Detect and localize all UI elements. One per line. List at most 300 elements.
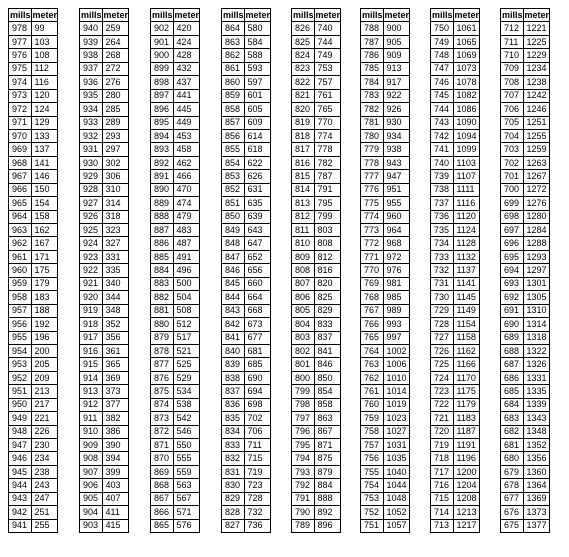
table-row bbox=[222, 291, 271, 304]
mills-cell: 769 bbox=[361, 277, 384, 290]
mills-cell: 917 bbox=[80, 331, 103, 344]
conversion-table-page bbox=[8, 8, 563, 550]
table-row bbox=[9, 425, 58, 438]
table-row bbox=[361, 237, 410, 250]
table-row bbox=[151, 331, 200, 344]
mills-cell: 796 bbox=[292, 425, 315, 438]
table-row bbox=[9, 224, 58, 237]
table-row bbox=[431, 519, 480, 532]
table-row bbox=[431, 183, 480, 196]
meter-cell: 837 bbox=[314, 331, 341, 344]
table-row bbox=[431, 506, 480, 519]
table-row bbox=[501, 385, 550, 398]
meter-header: meter bbox=[453, 9, 480, 22]
meter-cell: 668 bbox=[244, 304, 271, 317]
meter-cell: 175 bbox=[31, 264, 58, 277]
mills-cell: 878 bbox=[151, 344, 174, 357]
mills-cell: 740 bbox=[431, 156, 454, 169]
table-row bbox=[501, 49, 550, 62]
meter-cell: 1213 bbox=[453, 506, 480, 519]
meter-cell: 1006 bbox=[383, 358, 410, 371]
table-row bbox=[292, 318, 341, 331]
meter-cell: 213 bbox=[31, 385, 58, 398]
table-row bbox=[80, 344, 129, 357]
meter-cell: 331 bbox=[102, 250, 129, 263]
meter-cell: 335 bbox=[102, 264, 129, 277]
table-row bbox=[9, 62, 58, 75]
table-row bbox=[151, 371, 200, 384]
mills-cell: 755 bbox=[361, 465, 384, 478]
meter-cell: 1272 bbox=[523, 183, 550, 196]
meter-cell: 1019 bbox=[383, 398, 410, 411]
mills-cell: 913 bbox=[80, 385, 103, 398]
meter-cell: 1128 bbox=[453, 237, 480, 250]
meter-cell: 1111 bbox=[453, 183, 480, 196]
mills-cell: 915 bbox=[80, 358, 103, 371]
table-row bbox=[361, 143, 410, 156]
mills-header: mills bbox=[292, 9, 315, 22]
meter-cell: 99 bbox=[31, 22, 58, 35]
meter-cell: 420 bbox=[173, 22, 200, 35]
table-row bbox=[222, 103, 271, 116]
table-row bbox=[292, 344, 341, 357]
mills-cell: 914 bbox=[80, 371, 103, 384]
mills-cell: 681 bbox=[501, 439, 524, 452]
mills-cell: 863 bbox=[222, 35, 245, 48]
mills-cell: 770 bbox=[361, 264, 384, 277]
mills-cell: 798 bbox=[292, 398, 315, 411]
mills-cell: 943 bbox=[9, 492, 32, 505]
meter-cell: 1255 bbox=[523, 129, 550, 142]
table-row bbox=[501, 197, 550, 210]
mills-cell: 688 bbox=[501, 344, 524, 357]
mills-cell: 924 bbox=[80, 237, 103, 250]
table-row bbox=[361, 224, 410, 237]
mills-cell: 833 bbox=[222, 439, 245, 452]
mills-header: mills bbox=[222, 9, 245, 22]
table-row bbox=[80, 22, 129, 35]
mills-cell: 752 bbox=[361, 506, 384, 519]
table-row bbox=[80, 479, 129, 492]
meter-cell: 892 bbox=[314, 506, 341, 519]
table-row bbox=[431, 143, 480, 156]
table-row bbox=[361, 103, 410, 116]
mills-cell: 682 bbox=[501, 425, 524, 438]
meter-cell: 103 bbox=[31, 35, 58, 48]
meter-cell: 1183 bbox=[453, 412, 480, 425]
meter-cell: 382 bbox=[102, 412, 129, 425]
mills-cell: 737 bbox=[431, 197, 454, 210]
meter-cell: 576 bbox=[173, 519, 200, 532]
table-row bbox=[151, 318, 200, 331]
table-row bbox=[431, 304, 480, 317]
mills-cell: 699 bbox=[501, 197, 524, 210]
meter-cell: 947 bbox=[383, 170, 410, 183]
mills-cell: 872 bbox=[151, 425, 174, 438]
mills-cell: 778 bbox=[361, 156, 384, 169]
mills-cell: 788 bbox=[361, 22, 384, 35]
meter-cell: 129 bbox=[31, 116, 58, 129]
meter-cell: 386 bbox=[102, 425, 129, 438]
meter-cell: 555 bbox=[173, 452, 200, 465]
mills-cell: 783 bbox=[361, 89, 384, 102]
mills-cell: 723 bbox=[431, 385, 454, 398]
table-header-row bbox=[9, 9, 58, 22]
table-row bbox=[151, 237, 200, 250]
mills-cell: 817 bbox=[292, 143, 315, 156]
meter-cell: 441 bbox=[173, 89, 200, 102]
table-row bbox=[9, 250, 58, 263]
mills-cell: 802 bbox=[292, 344, 315, 357]
meter-cell: 205 bbox=[31, 358, 58, 371]
meter-cell: 951 bbox=[383, 183, 410, 196]
mills-cell: 907 bbox=[80, 465, 103, 478]
mills-cell: 838 bbox=[222, 371, 245, 384]
mills-cell: 900 bbox=[151, 49, 174, 62]
table-row bbox=[292, 49, 341, 62]
table-row bbox=[292, 264, 341, 277]
mills-cell: 721 bbox=[431, 412, 454, 425]
table-row bbox=[9, 49, 58, 62]
mills-cell: 747 bbox=[431, 62, 454, 75]
table-row bbox=[292, 62, 341, 75]
mills-cell: 719 bbox=[431, 439, 454, 452]
mills-cell: 766 bbox=[361, 318, 384, 331]
mills-cell: 882 bbox=[151, 291, 174, 304]
mills-cell: 929 bbox=[80, 170, 103, 183]
mills-cell: 749 bbox=[431, 35, 454, 48]
table-row bbox=[361, 412, 410, 425]
mills-cell: 921 bbox=[80, 277, 103, 290]
meter-cell: 580 bbox=[244, 22, 271, 35]
mills-cell: 700 bbox=[501, 183, 524, 196]
meter-cell: 673 bbox=[244, 318, 271, 331]
meter-header: meter bbox=[102, 9, 129, 22]
mills-cell: 968 bbox=[9, 156, 32, 169]
table-row bbox=[9, 35, 58, 48]
meter-cell: 432 bbox=[173, 62, 200, 75]
meter-cell: 289 bbox=[102, 116, 129, 129]
meter-cell: 268 bbox=[102, 49, 129, 62]
mills-cell: 978 bbox=[9, 22, 32, 35]
meter-cell: 411 bbox=[102, 506, 129, 519]
table-row bbox=[151, 224, 200, 237]
meter-cell: 306 bbox=[102, 170, 129, 183]
table-row bbox=[361, 170, 410, 183]
meter-cell: 365 bbox=[102, 358, 129, 371]
meter-cell: 795 bbox=[314, 197, 341, 210]
table-row bbox=[431, 264, 480, 277]
meter-cell: 538 bbox=[173, 398, 200, 411]
mills-cell: 705 bbox=[501, 116, 524, 129]
meter-header: meter bbox=[383, 9, 410, 22]
table-row bbox=[501, 506, 550, 519]
mills-cell: 947 bbox=[9, 439, 32, 452]
mills-cell: 922 bbox=[80, 264, 103, 277]
table-header-row bbox=[501, 9, 550, 22]
meter-cell: 997 bbox=[383, 331, 410, 344]
meter-cell: 399 bbox=[102, 465, 129, 478]
meter-cell: 437 bbox=[173, 76, 200, 89]
mills-cell: 893 bbox=[151, 143, 174, 156]
mills-cell: 847 bbox=[222, 250, 245, 263]
mills-cell: 785 bbox=[361, 62, 384, 75]
mills-cell: 938 bbox=[80, 49, 103, 62]
mills-cell: 774 bbox=[361, 210, 384, 223]
table-row bbox=[222, 116, 271, 129]
table-row bbox=[361, 479, 410, 492]
table-row bbox=[292, 197, 341, 210]
table-row bbox=[361, 49, 410, 62]
table-row bbox=[361, 156, 410, 169]
table-row bbox=[222, 425, 271, 438]
mills-cell: 905 bbox=[80, 492, 103, 505]
meter-cell: 787 bbox=[314, 170, 341, 183]
table-row bbox=[151, 452, 200, 465]
table-row bbox=[501, 237, 550, 250]
meter-cell: 896 bbox=[314, 519, 341, 532]
meter-cell: 1116 bbox=[453, 197, 480, 210]
table-row bbox=[501, 116, 550, 129]
table-row bbox=[151, 425, 200, 438]
table-row bbox=[501, 156, 550, 169]
meter-cell: 829 bbox=[314, 304, 341, 317]
table-row bbox=[80, 398, 129, 411]
mills-cell: 780 bbox=[361, 129, 384, 142]
table-row bbox=[9, 89, 58, 102]
meter-cell: 120 bbox=[31, 89, 58, 102]
mills-cell: 961 bbox=[9, 250, 32, 263]
meter-cell: 728 bbox=[244, 492, 271, 505]
table-row bbox=[222, 479, 271, 492]
mills-cell: 861 bbox=[222, 62, 245, 75]
table-row bbox=[501, 465, 550, 478]
mills-cell: 964 bbox=[9, 210, 32, 223]
meter-cell: 631 bbox=[244, 183, 271, 196]
mills-cell: 829 bbox=[222, 492, 245, 505]
table-row bbox=[9, 129, 58, 142]
table-row bbox=[222, 250, 271, 263]
meter-cell: 293 bbox=[102, 129, 129, 142]
mills-cell: 832 bbox=[222, 452, 245, 465]
table-row bbox=[431, 465, 480, 478]
mills-cell: 955 bbox=[9, 331, 32, 344]
table-row bbox=[9, 398, 58, 411]
meter-cell: 850 bbox=[314, 371, 341, 384]
mills-cell: 729 bbox=[431, 304, 454, 317]
mills-cell: 894 bbox=[151, 129, 174, 142]
table-header-row bbox=[292, 9, 341, 22]
table-row bbox=[501, 183, 550, 196]
mills-cell: 786 bbox=[361, 49, 384, 62]
meter-cell: 112 bbox=[31, 62, 58, 75]
table-row bbox=[222, 22, 271, 35]
table-header-row bbox=[222, 9, 271, 22]
mills-cell: 920 bbox=[80, 291, 103, 304]
table-row bbox=[501, 452, 550, 465]
table-row bbox=[151, 479, 200, 492]
meter-cell: 377 bbox=[102, 398, 129, 411]
meter-cell: 706 bbox=[244, 425, 271, 438]
table-row bbox=[431, 116, 480, 129]
mills-cell: 710 bbox=[501, 49, 524, 62]
mills-cell: 754 bbox=[361, 479, 384, 492]
table-row bbox=[80, 492, 129, 505]
meter-cell: 1331 bbox=[523, 371, 550, 384]
meter-cell: 1132 bbox=[453, 250, 480, 263]
meter-cell: 327 bbox=[102, 237, 129, 250]
mills-cell: 756 bbox=[361, 452, 384, 465]
table-row bbox=[501, 35, 550, 48]
mills-meter-table bbox=[500, 8, 550, 533]
mills-cell: 677 bbox=[501, 492, 524, 505]
mills-cell: 727 bbox=[431, 331, 454, 344]
table-row bbox=[80, 291, 129, 304]
mills-meter-table bbox=[430, 8, 480, 533]
table-row bbox=[431, 318, 480, 331]
mills-header: mills bbox=[151, 9, 174, 22]
table-row bbox=[151, 250, 200, 263]
meter-cell: 926 bbox=[383, 103, 410, 116]
mills-cell: 936 bbox=[80, 76, 103, 89]
meter-cell: 1124 bbox=[453, 224, 480, 237]
meter-cell: 1145 bbox=[453, 291, 480, 304]
mills-cell: 732 bbox=[431, 264, 454, 277]
mills-cell: 927 bbox=[80, 197, 103, 210]
meter-cell: 1061 bbox=[453, 22, 480, 35]
table-row bbox=[80, 237, 129, 250]
meter-cell: 1031 bbox=[383, 439, 410, 452]
mills-cell: 768 bbox=[361, 291, 384, 304]
mills-cell: 877 bbox=[151, 358, 174, 371]
mills-cell: 881 bbox=[151, 304, 174, 317]
mills-cell: 954 bbox=[9, 344, 32, 357]
meter-cell: 1284 bbox=[523, 224, 550, 237]
meter-cell: 217 bbox=[31, 398, 58, 411]
meter-cell: 407 bbox=[102, 492, 129, 505]
mills-cell: 750 bbox=[431, 22, 454, 35]
mills-meter-table bbox=[8, 8, 58, 533]
meter-cell: 888 bbox=[314, 492, 341, 505]
mills-cell: 793 bbox=[292, 465, 315, 478]
meter-cell: 723 bbox=[244, 479, 271, 492]
mills-cell: 820 bbox=[292, 103, 315, 116]
mills-cell: 676 bbox=[501, 506, 524, 519]
mills-cell: 937 bbox=[80, 62, 103, 75]
meter-cell: 989 bbox=[383, 304, 410, 317]
mills-cell: 841 bbox=[222, 331, 245, 344]
table-row bbox=[501, 210, 550, 223]
mills-cell: 880 bbox=[151, 318, 174, 331]
mills-cell: 888 bbox=[151, 210, 174, 223]
mills-meter-table bbox=[150, 8, 200, 533]
mills-cell: 908 bbox=[80, 452, 103, 465]
table-row bbox=[292, 143, 341, 156]
table-row bbox=[80, 250, 129, 263]
meter-cell: 318 bbox=[102, 210, 129, 223]
meter-cell: 1305 bbox=[523, 291, 550, 304]
meter-cell: 867 bbox=[314, 425, 341, 438]
table-row bbox=[151, 412, 200, 425]
mills-cell: 728 bbox=[431, 318, 454, 331]
mills-cell: 950 bbox=[9, 398, 32, 411]
meter-cell: 1276 bbox=[523, 197, 550, 210]
mills-cell: 771 bbox=[361, 250, 384, 263]
mills-cell: 805 bbox=[292, 304, 315, 317]
table-row bbox=[292, 358, 341, 371]
table-row bbox=[292, 371, 341, 384]
mills-cell: 696 bbox=[501, 237, 524, 250]
meter-cell: 496 bbox=[173, 264, 200, 277]
meter-cell: 1297 bbox=[523, 264, 550, 277]
mills-cell: 959 bbox=[9, 277, 32, 290]
table-row bbox=[222, 439, 271, 452]
table-row bbox=[80, 371, 129, 384]
meter-cell: 863 bbox=[314, 412, 341, 425]
meter-cell: 871 bbox=[314, 439, 341, 452]
mills-cell: 843 bbox=[222, 304, 245, 317]
table-row bbox=[501, 492, 550, 505]
mills-cell: 692 bbox=[501, 291, 524, 304]
meter-cell: 1263 bbox=[523, 156, 550, 169]
mills-cell: 744 bbox=[431, 103, 454, 116]
table-row bbox=[292, 519, 341, 532]
mills-cell: 873 bbox=[151, 412, 174, 425]
meter-cell: 424 bbox=[173, 35, 200, 48]
meter-cell: 487 bbox=[173, 237, 200, 250]
mills-cell: 896 bbox=[151, 103, 174, 116]
mills-cell: 813 bbox=[292, 197, 315, 210]
meter-cell: 981 bbox=[383, 277, 410, 290]
mills-cell: 945 bbox=[9, 465, 32, 478]
meter-cell: 428 bbox=[173, 49, 200, 62]
meter-cell: 234 bbox=[31, 452, 58, 465]
table-row bbox=[80, 506, 129, 519]
table-row bbox=[431, 291, 480, 304]
mills-cell: 698 bbox=[501, 210, 524, 223]
mills-cell: 971 bbox=[9, 116, 32, 129]
meter-cell: 909 bbox=[383, 49, 410, 62]
table-row bbox=[222, 129, 271, 142]
mills-cell: 717 bbox=[431, 465, 454, 478]
table-row bbox=[151, 519, 200, 532]
table-row bbox=[361, 62, 410, 75]
meter-cell: 1191 bbox=[453, 439, 480, 452]
table-row bbox=[431, 170, 480, 183]
meter-cell: 1162 bbox=[453, 344, 480, 357]
mills-cell: 977 bbox=[9, 35, 32, 48]
table-row bbox=[222, 398, 271, 411]
mills-meter-table bbox=[360, 8, 410, 533]
meter-cell: 698 bbox=[244, 398, 271, 411]
meter-cell: 922 bbox=[383, 89, 410, 102]
table-row bbox=[9, 452, 58, 465]
meter-cell: 1154 bbox=[453, 318, 480, 331]
mills-cell: 946 bbox=[9, 452, 32, 465]
mills-cell: 957 bbox=[9, 304, 32, 317]
meter-cell: 753 bbox=[314, 62, 341, 75]
mills-cell: 840 bbox=[222, 344, 245, 357]
meter-cell: 841 bbox=[314, 344, 341, 357]
meter-cell: 976 bbox=[383, 264, 410, 277]
meter-cell: 466 bbox=[173, 170, 200, 183]
mills-cell: 940 bbox=[80, 22, 103, 35]
meter-cell: 1120 bbox=[453, 210, 480, 223]
mills-cell: 831 bbox=[222, 465, 245, 478]
meter-cell: 458 bbox=[173, 143, 200, 156]
mills-cell: 701 bbox=[501, 170, 524, 183]
table-row bbox=[222, 143, 271, 156]
